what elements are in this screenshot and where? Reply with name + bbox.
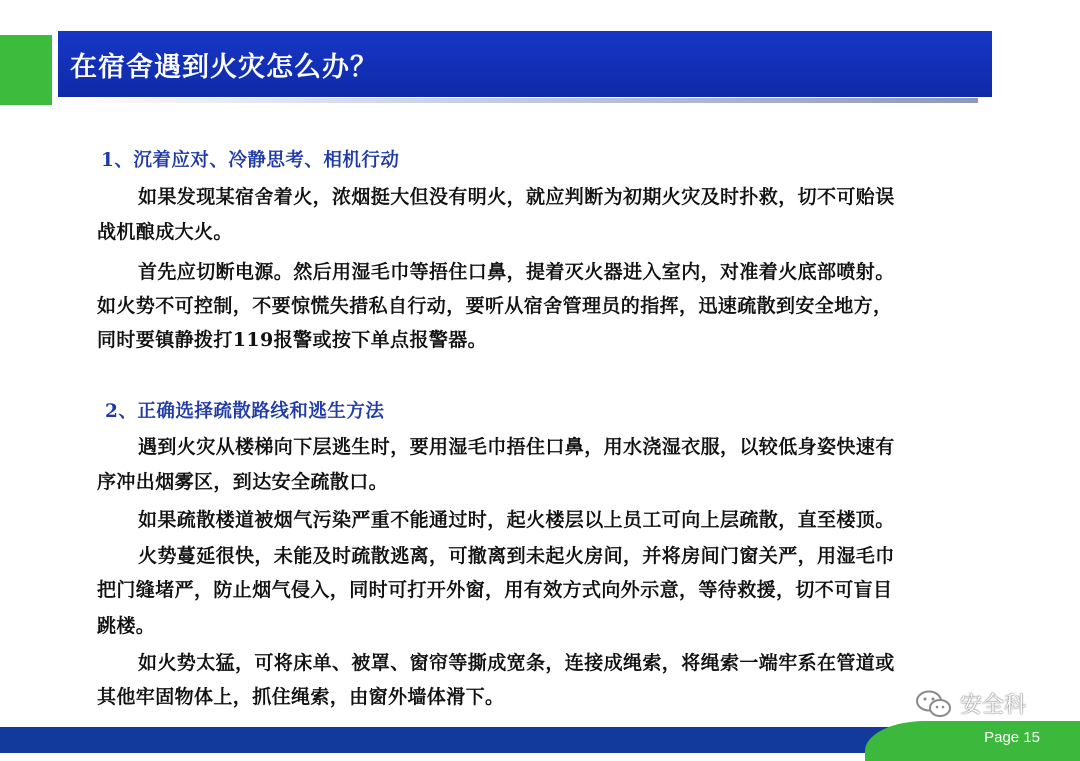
section-1-heading: 1、沉着应对、冷静思考、相机行动 (101, 150, 400, 171)
section-2-line: 火势蔓延很快，未能及时疏散逃离，可撤离到未起火房间，并将房间门窗关严，用湿毛巾 (138, 545, 895, 567)
page-number: Page 15 (984, 729, 1040, 746)
section-2-line: 如火势太猛，可将床单、被罩、窗帘等撕成宽条，连接成绳索，将绳索一端牢系在管道或 (138, 652, 895, 674)
section-2-line: 序冲出烟雾区，到达安全疏散口。 (97, 471, 389, 493)
section-2-line: 跳楼。 (97, 615, 156, 637)
section-1-line: 首先应切断电源。然后用湿毛巾等捂住口鼻，提着灭火器进入室内，对准着火底部喷射。 (138, 261, 895, 283)
footer-green-accent (865, 721, 1080, 761)
watermark (914, 688, 1026, 719)
title-underline (58, 98, 978, 103)
title-bar (58, 31, 992, 97)
section-2-line: 把门缝堵严，防止烟气侵入，同时可打开外窗，用有效方式向外示意，等待救援，切不可盲目 (97, 579, 893, 601)
section-1-line: 战机酿成大火。 (97, 221, 233, 243)
section-1-line: 如果发现某宿舍着火，浓烟挺大但没有明火，就应判断为初期火灾及时扑救，切不可贻误 (138, 186, 895, 208)
section-2-line: 如果疏散楼道被烟气污染严重不能通过时，起火楼层以上员工可向上层疏散，直至楼顶。 (138, 509, 895, 531)
watermark-text: 安全科 (960, 693, 1027, 718)
section-2-heading: 2、正确选择疏散路线和逃生方法 (105, 401, 385, 422)
slide-title: 在宿舍遇到火灾怎么办？ (70, 51, 378, 83)
section-2-line: 遇到火灾从楼梯向下层逃生时，要用湿毛巾捂住口鼻，用水浇湿衣服，以较低身姿快速有 (138, 436, 895, 458)
section-1-line: 同时要镇静拨打119报警或按下单点报警器。 (97, 329, 488, 351)
section-1-line: 如火势不可控制，不要惊慌失措私自行动，要听从宿舍管理员的指挥，迅速疏散到安全地方， (97, 295, 893, 317)
wechat-icon (914, 689, 954, 719)
accent-square (0, 35, 52, 105)
section-2-line: 其他牢固物体上，抓住绳索，由窗外墙体滑下。 (97, 686, 505, 708)
